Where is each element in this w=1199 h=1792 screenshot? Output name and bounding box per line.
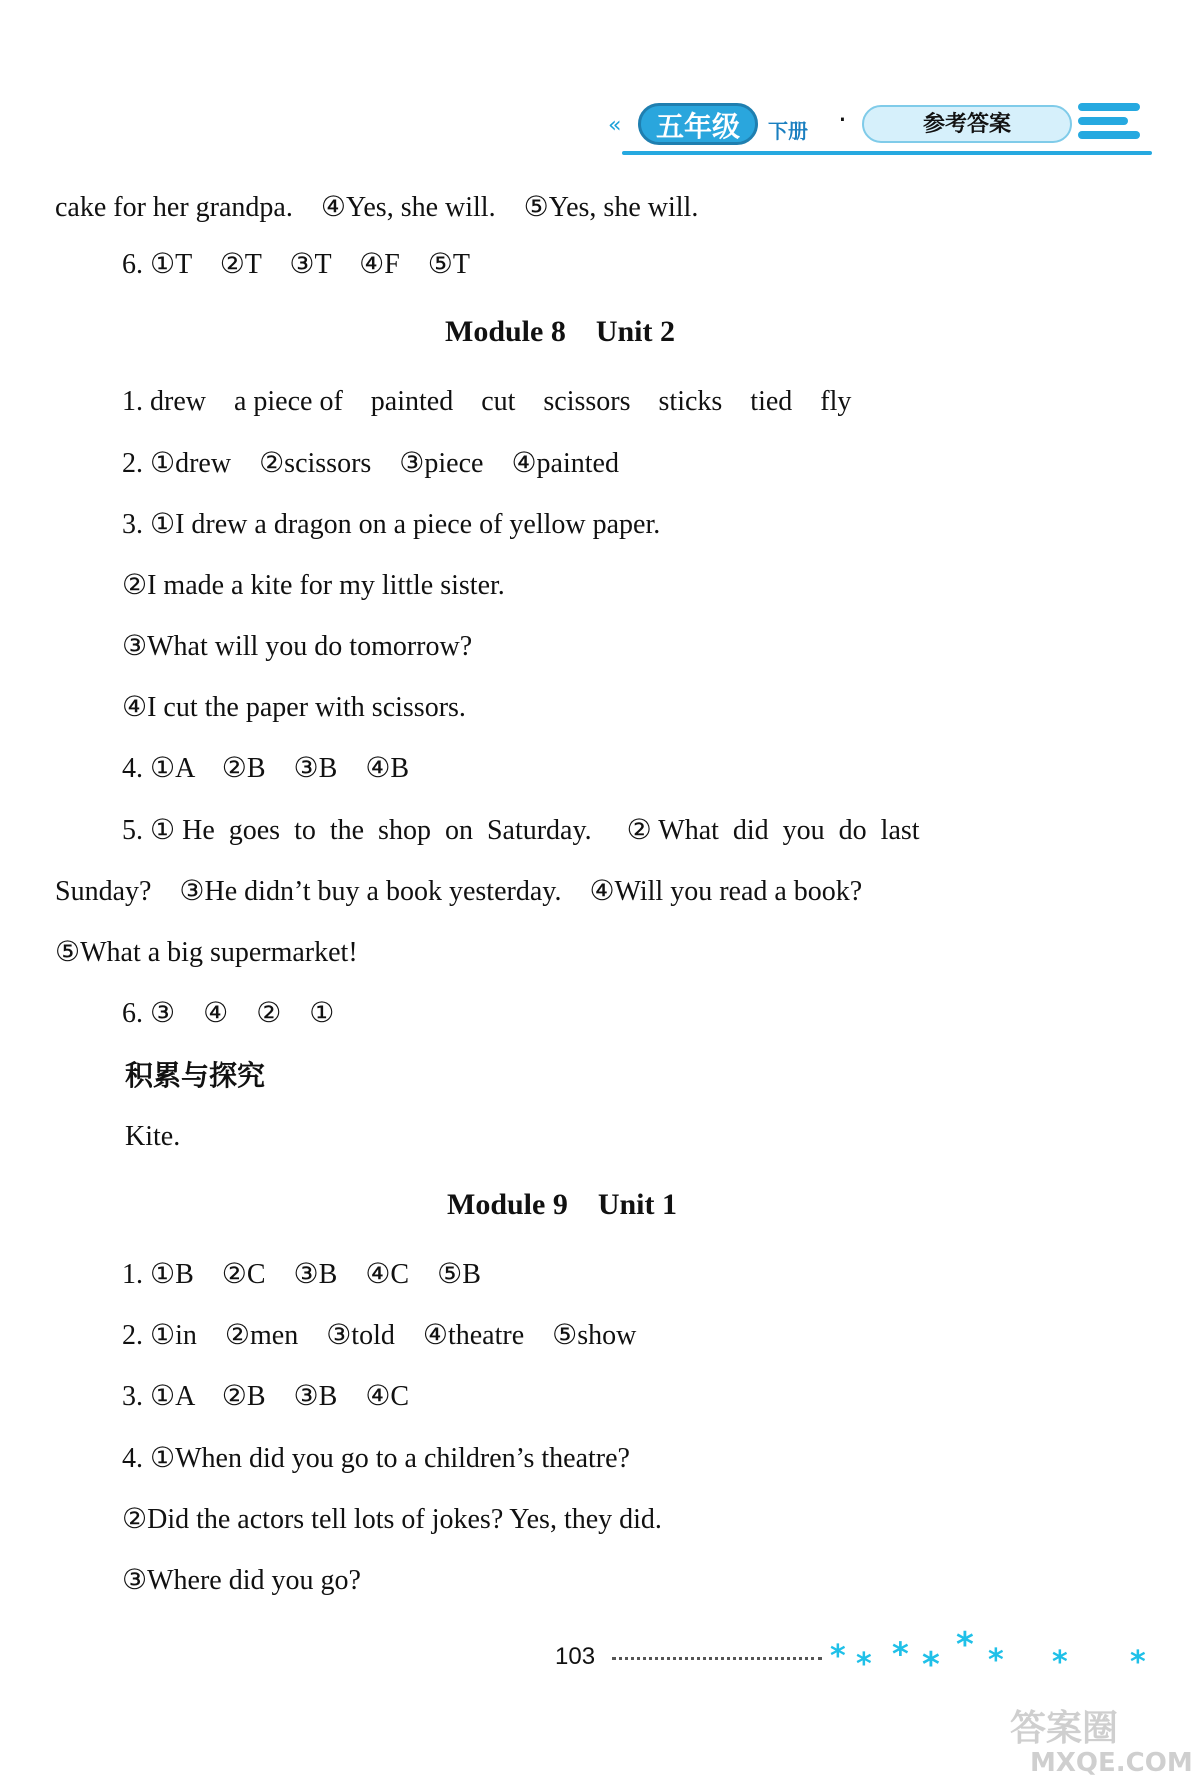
answer-line: Sunday? ③He didn’t buy a book yesterday. ④Will you read a book? [55,876,863,907]
answer-line: 6. ①T ②T ③T ④F ⑤T [122,249,470,280]
answer-line: ④I cut the paper with scissors. [122,692,466,723]
answer-line: 2. ①drew ②scissors ③piece ④painted [122,448,619,479]
star-icon: * [1130,1645,1146,1680]
answer-line: ②I made a kite for my little sister. [122,570,505,601]
footer-dotted-rule [612,1657,822,1660]
star-icon: * [830,1639,846,1674]
star-icon: * [1052,1645,1068,1680]
answer-line: 1. ①B ②C ③B ④C ⑤B [122,1259,481,1290]
book-icon [1078,103,1148,151]
volume-label: 下册 [768,119,808,143]
answer-line: 3. ①I drew a dragon on a piece of yellow paper. [122,509,661,540]
star-icon: * [956,1625,974,1665]
module-heading: Module 9 Unit 1 [447,1188,678,1221]
separator-dot: · [838,103,847,136]
answer-line: cake for her grandpa. ④Yes, she will. ⑤Yes, she will. [55,192,699,223]
answer-line: 3. ①A ②B ③B ④C [122,1381,410,1412]
answer-line: ③Where did you go? [122,1565,361,1596]
answer-line: Kite. [125,1121,181,1152]
header-rule [622,151,1152,155]
grade-badge: 五年级 [638,103,758,145]
watermark-url: MXQE.COM [1030,1748,1193,1778]
page-number: 103 [555,1643,596,1670]
answer-line: 6. ③ ④ ② ① [122,998,335,1029]
watermark: 答案圈 [1010,1708,1119,1749]
star-icon: * [988,1643,1004,1678]
star-icon: * [856,1647,872,1682]
answer-line: ③What will you do tomorrow? [122,631,473,662]
star-icon: * [922,1645,940,1685]
section-title: 参考答案 [862,105,1072,143]
answer-line: 5. ① He goes to the shop on Saturday. ② What did you do last [122,815,920,846]
module-heading: Module 8 Unit 2 [445,315,676,348]
double-arrow-icon: « [608,113,622,138]
answer-line: 2. ①in ②men ③told ④theatre ⑤show [122,1320,637,1351]
answer-line: 1. drew a piece of painted cut scissors sticks tied fly [122,386,852,417]
section-heading: 积累与探究 [125,1059,266,1092]
decorative-stars [830,1625,1170,1685]
answer-line: 4. ①A ②B ③B ④B [122,753,410,784]
answer-line: ⑤What a big supermarket! [55,937,358,968]
star-icon: * [892,1635,909,1673]
answer-line: ②Did the actors tell lots of jokes? Yes, they did. [122,1504,662,1535]
answer-line: 4. ①When did you go to a children’s theatre? [122,1443,630,1474]
page-header [600,95,1160,165]
